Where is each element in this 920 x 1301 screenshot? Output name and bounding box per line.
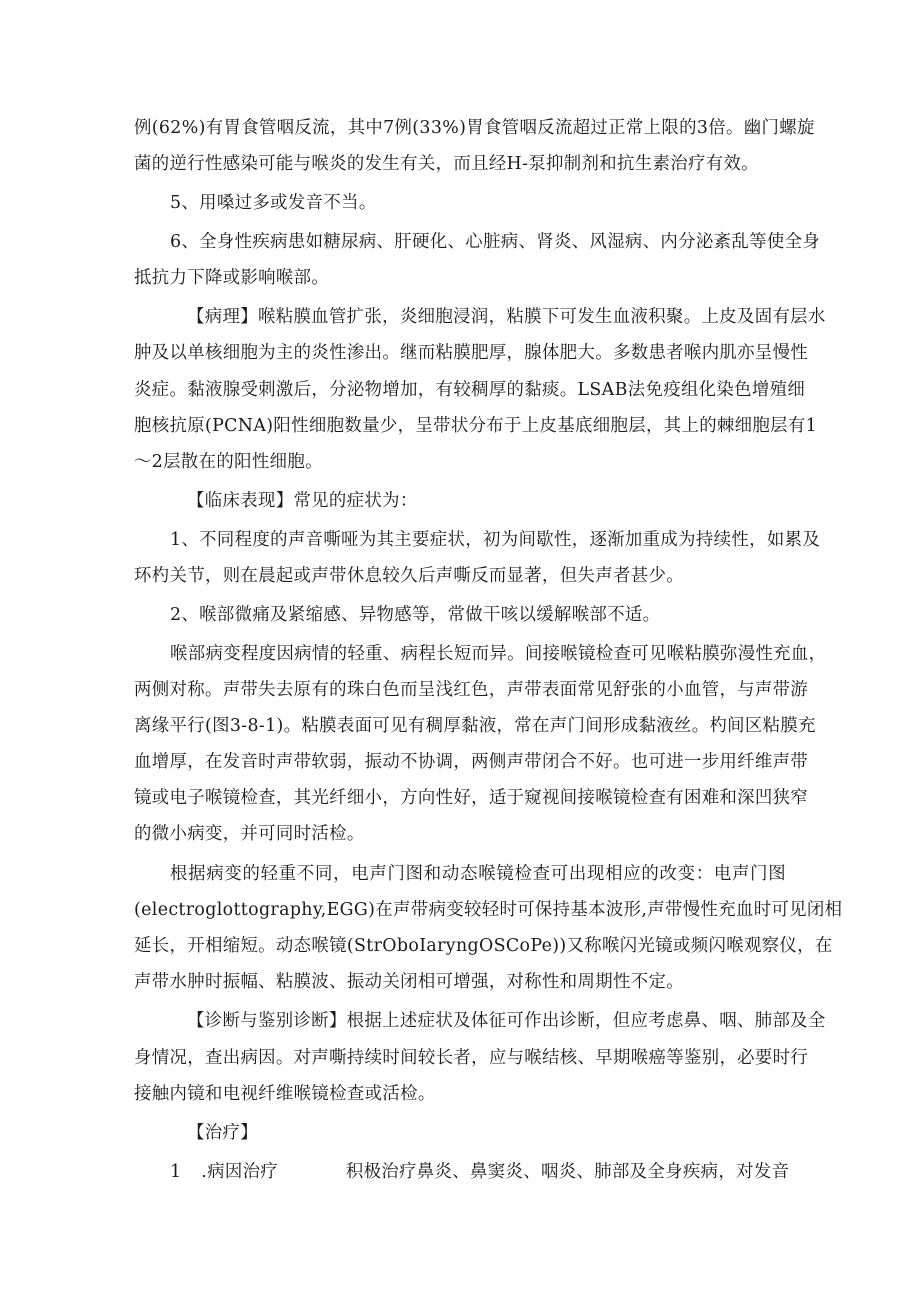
text-line: 血增厚，在发音时声带软弱，振动不协调，两侧声带闭合不好。也可进一步用纤维声带 [134, 752, 809, 772]
text-line: 的微小病变，并可同时活检。 [134, 824, 365, 844]
text-line: 例(62%)有胃食管咽反流，其中7例(33%)胃食管咽反流超过正常上限的3倍。幽门螺旋 [134, 118, 815, 138]
list-item: 2、喉部微痛及紧缩感、异物感等，常做干咳以缓解喉部不适。 [170, 605, 661, 625]
text-line: 炎症。黏液腺受刺激后，分泌物增加，有较稠厚的黏痰。LSAB法免疫组化染色增殖细 [134, 380, 806, 400]
text-line: 延长，开相缩短。动态喉镜(StrOboIaryngOSCoPe))又称喉闪光镜或频闪喉观察仪，在 [134, 936, 833, 956]
text-line: ～2层散在的阳性细胞。 [134, 452, 323, 472]
list-item: 6、全身性疾病患如糖尿病、肝硬化、心脏病、肾炎、风湿病、内分泌紊乱等使全身 [170, 232, 821, 252]
text-line: 菌的逆行性感染可能与喉炎的发生有关，而且经H-泵抑制剂和抗生素治疗有效。 [134, 154, 759, 174]
text-line: 离缘平行(图3-8-1)。粘膜表面可见有稠厚黏液，常在声门间形成黏液丝。杓间区粘膜充 [134, 716, 816, 736]
section-diagnosis: 【诊断与鉴别诊断】根据上述症状及体征可作出诊断，但应考虑鼻、咽、肺部及全 [187, 1011, 826, 1031]
item-number: 1 [170, 1162, 182, 1182]
list-item: 5、用嗓过多或发音不当。 [170, 193, 377, 213]
section-clinical: 【临床表现】常见的症状为： [187, 491, 418, 511]
treatment-item [170, 1157, 789, 1187]
text-line: 胞核抗原(PCNA)阳性细胞数量少，呈带状分布于上皮基底细胞层，其上的棘细胞层有1 [134, 416, 818, 436]
section-treatment: 【治疗】 [187, 1123, 258, 1143]
item-text: 积极治疗鼻炎、鼻窦炎、咽炎、肺部及全身疾病，对发音 [345, 1162, 790, 1182]
text-line: (electroglottography,EGG)在声带病变较轻时可保持基本波形,声带慢性充血时可见闭相 [134, 900, 843, 920]
text-line: 肿及以单核细胞为主的炎性渗出。继而粘膜肥厚，腺体肥大。多数患者喉内肌亦呈慢性 [134, 343, 809, 363]
text-line: 身情况，查出病因。对声嘶持续时间较长者，应与喉结核、早期喉癌等鉴别，必要时行 [134, 1048, 809, 1068]
text-line: 抵抗力下降或影响喉部。 [134, 268, 330, 288]
text-line: 接触内镜和电视纤维喉镜检查或活检。 [134, 1084, 436, 1104]
text-line: 镜或电子喉镜检查，其光纤细小，方向性好，适于窥视间接喉镜检查有困难和深凹狭窄 [134, 788, 809, 808]
paragraph-start: 根据病变的轻重不同，电声门图和动态喉镜检查可出现相应的改变：电声门图 [170, 864, 786, 884]
section-pathology: 【病理】喉粘膜血管扩张，炎细胞浸润，粘膜下可发生血液积聚。上皮及固有层水 [187, 307, 826, 327]
list-item: 1、不同程度的声音嘶哑为其主要症状，初为间歇性，逐渐加重成为持续性，如累及 [170, 530, 821, 550]
item-heading: .病因治疗 [201, 1162, 279, 1182]
text-line: 声带水肿时振幅、粘膜波、振动关闭相可增强，对称性和周期性不定。 [134, 972, 684, 992]
paragraph-start: 喉部病变程度因病情的轻重、病程长短而异。间接喉镜检查可见喉粘膜弥漫性充血， [170, 644, 827, 664]
text-line: 环杓关节，则在晨起或声带休息较久后声嘶反而显著，但失声者甚少。 [134, 566, 684, 586]
text-line: 两侧对称。声带失去原有的珠白色而呈浅红色，声带表面常见舒张的小血管，与声带游 [134, 680, 809, 700]
